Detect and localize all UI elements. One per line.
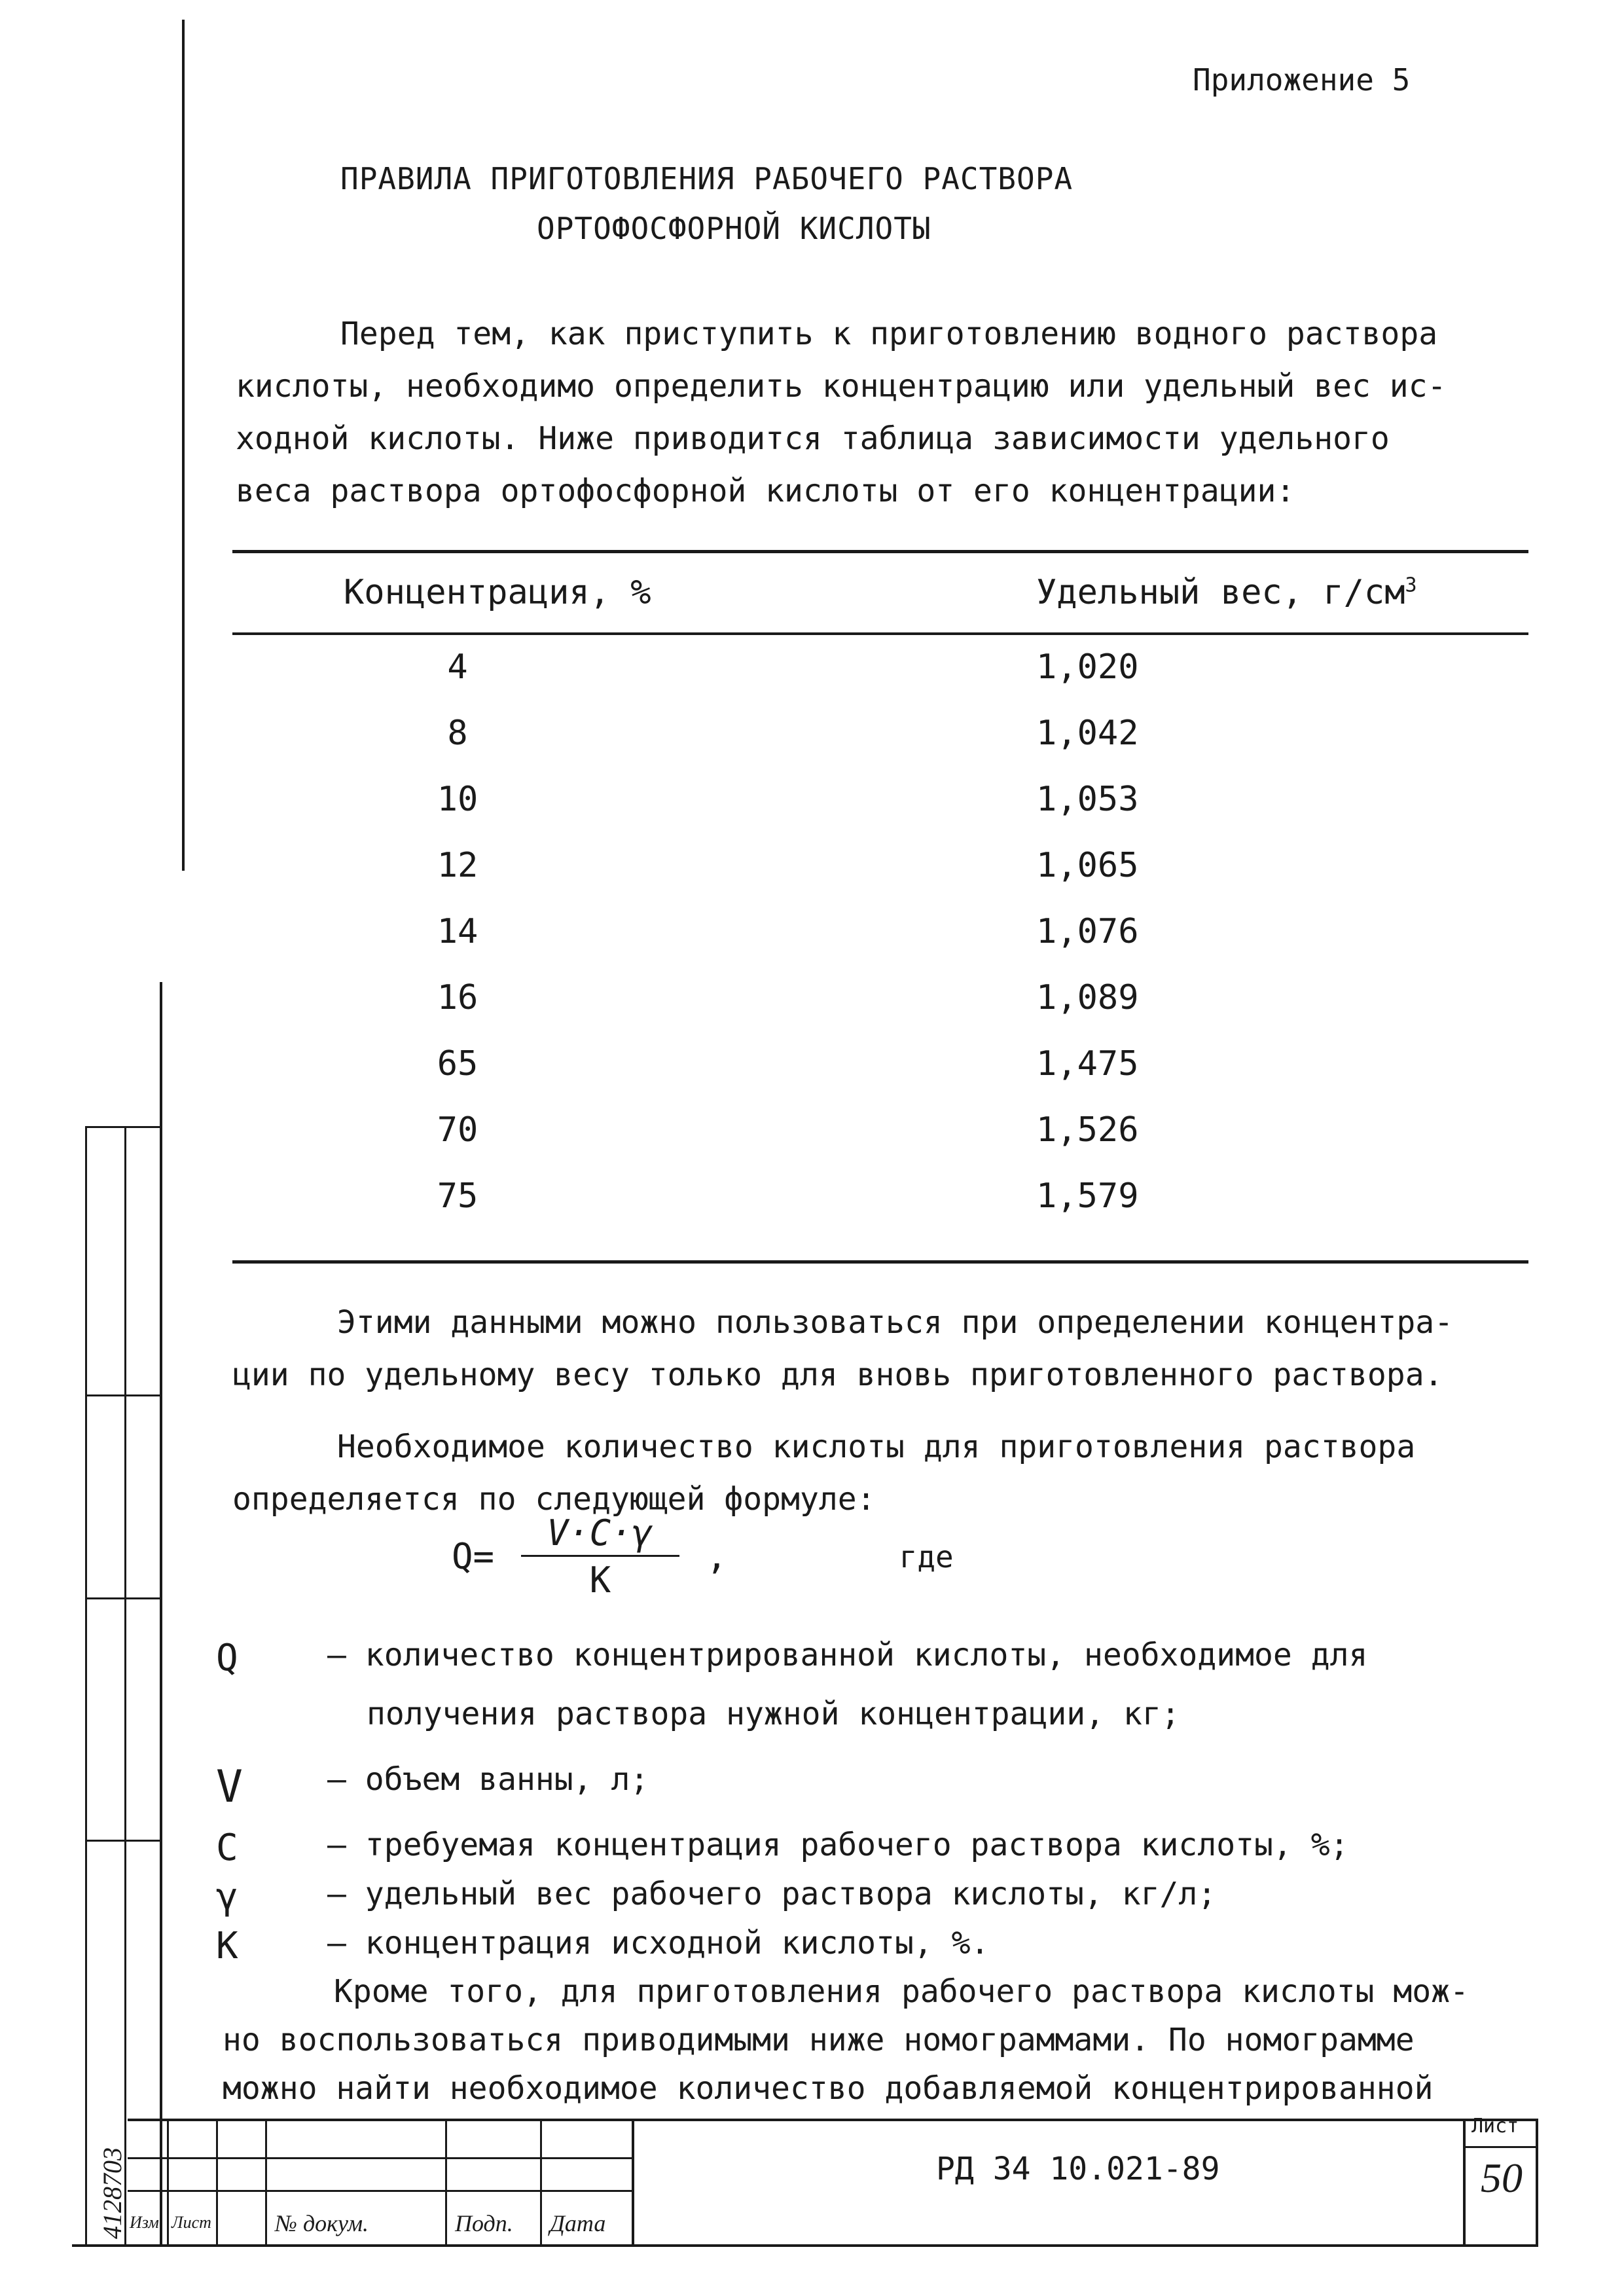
closing-line: Кроме того, для приготовления рабочего раствора кислоты мож- [334,1973,1469,2010]
formula-where: где [899,1539,954,1575]
definition-symbol: C [216,1827,238,1869]
frame-left-line [182,20,185,871]
definition-symbol: V [216,1761,243,1813]
table-header-row [232,551,1528,634]
table-row: 10 1,053 [437,779,1139,819]
formula-fraction [521,1512,680,1601]
definition-continuation [216,1696,1512,1761]
sheet-label: Лист [1471,2115,1519,2138]
definition-symbol: γ [216,1876,238,1918]
table-bottom-rule [232,1260,1528,1264]
header-concentration: Концентрация, % [344,573,651,612]
intro-paragraph [236,308,1447,517]
stamp-col-rule [540,2120,542,2246]
after-table-line: Этими данными можно пользоваться при определении концентра- [337,1304,1454,1341]
document-number: РД 34 10.021-89 [936,2151,1220,2187]
stamp-sheet-rule [1463,2146,1538,2148]
quantity-formula [452,1512,954,1601]
closing-line: можно найти необходимое количество добавляемой концентрированной [223,2070,1434,2107]
definition-item [216,1876,1512,1925]
formula-intro-line: Необходимое количество кислоты для приготовления раствора [337,1429,1416,1465]
title-line-1: ПРАВИЛА ПРИГОТОВЛЕНИЯ РАБОЧЕГО РАСТВОРА [340,161,1074,196]
formula-denominator: K [589,1559,611,1601]
sheet-number: 50 [1481,2155,1523,2201]
table-row: 4 1,020 [447,647,1139,687]
stamp-row-rule [128,2157,632,2159]
side-stamp-divider [85,1126,160,1128]
definition-text: получения раствора нужной концентрации, кг; [367,1696,1180,1732]
table-row: 8 1,042 [447,713,1139,753]
stamp-cell-change: Изм [130,2213,159,2232]
definition-text: – объем ванны, л; [327,1761,649,1798]
after-table-paragraph [232,1296,1453,1401]
intro-line: Перед тем, как приступить к приготовлению водного раствора [340,316,1438,352]
closing-line: но воспользоваться приводимыми ниже номограммами. По номограмме [223,2022,1415,2058]
header-specific-gravity: Удельный вес, $г/см^3$ [1036,573,1417,612]
definition-symbol: K [216,1925,238,1967]
definition-item [216,1827,1512,1876]
frame-bottom-line [72,2244,1538,2247]
table-row: 70 1,526 [437,1110,1139,1150]
table-row: 12 1,065 [437,845,1139,885]
formula-lhs: Q= [452,1536,495,1577]
stamp-cell-date: Дата [550,2210,606,2236]
intro-line: веса раствора ортофосфорной кислоты от его концентрации: [236,473,1295,509]
definition-text: – удельный вес рабочего раствора кислоты, кг/л; [327,1876,1217,1912]
stamp-col-rule [632,2120,634,2246]
definition-symbol: Q [216,1637,238,1679]
stamp-col-rule [1463,2120,1466,2246]
stamp-cell-sheet: Лист [171,2213,211,2232]
table-row: 16 1,089 [437,977,1139,1017]
intro-line: кислоты, необходимо определить концентрацию или удельный вес ис- [236,368,1447,405]
definition-text: – количество концентрированной кислоты, необходимое для [327,1637,1368,1673]
after-table-line: ции по удельному весу только для вновь приготовленного раствора. [232,1357,1443,1393]
side-stamp-line [85,1126,87,2246]
definition-text: – требуемая концентрация рабочего раствора кислоты, %; [327,1827,1349,1863]
stamp-row-rule [128,2190,632,2192]
stamp-col-rule [265,2120,267,2246]
table-row: 14 1,076 [437,911,1139,951]
stamp-col-rule [445,2120,447,2246]
page-title [340,154,1375,253]
side-stamp-divider [85,1394,160,1396]
definition-text: – концентрация исходной кислоты, %. [327,1925,990,1961]
side-stamp-divider [85,1597,160,1599]
table-row: 65 1,475 [437,1044,1139,1084]
formula-intro-line: определяется по следующей формуле: [232,1481,876,1518]
intro-line: ходной кислоты. Ниже приводится таблица зависимости удельного [236,420,1390,457]
side-stamp-divider [85,1840,160,1842]
variable-definitions [216,1637,1512,1974]
formula-numerator: V·C·γ [521,1512,680,1557]
formula-suffix: , [706,1536,728,1577]
closing-paragraph [223,1967,1469,2113]
concentration-table [232,551,1528,1229]
appendix-label: Приложение 5 [1193,62,1411,98]
stamp-cell-docnum: № докум. [275,2210,369,2236]
title-line-2: ОРТОФОСФОРНОЙ КИСЛОТЫ [537,211,931,246]
frame-left-line-lower [160,982,162,2246]
table-row: 75 1,579 [437,1176,1139,1216]
stamp-col-rule [216,2120,218,2246]
formula-intro [232,1421,1415,1525]
definition-item [216,1637,1512,1696]
side-inventory-number: 4128703 [98,2147,127,2239]
side-stamp-line [124,1126,126,2246]
definition-item [216,1761,1512,1827]
definition-item [216,1925,1512,1974]
stamp-cell-sign: Подп. [455,2210,513,2236]
stamp-col-rule [167,2120,169,2246]
stamp-top-rule [128,2119,1538,2121]
stamp-right-rule [1536,2120,1538,2246]
